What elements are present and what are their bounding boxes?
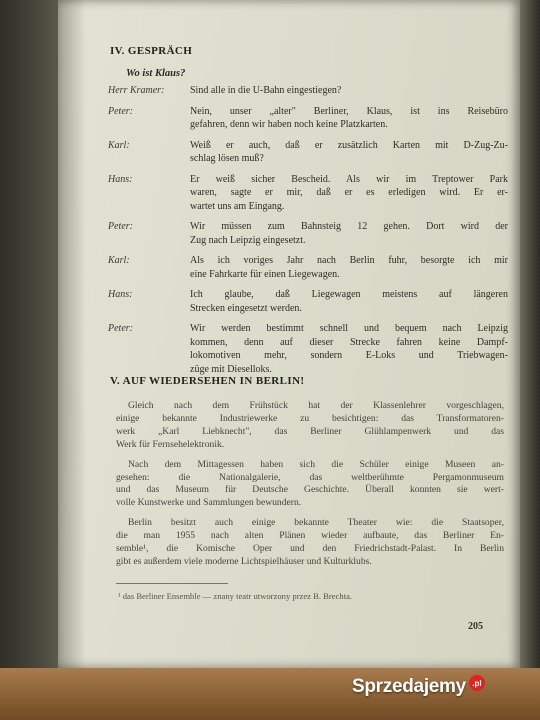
watermark-text: Sprzedajemy [352,676,466,697]
speaker-label: Karl: [108,255,130,266]
section-heading-wiedersehen: V. AUF WIEDERSEHEN IN BERLIN! [110,375,305,387]
speaker-label: Karl: [108,139,130,151]
dialogue-row [108,254,508,281]
text-line: volle Kunstwerke und Sammlungen bewundern. [116,497,302,509]
text-line: Werk für Fernsehelektronik. [116,438,225,450]
text-line: schlag lösen muß? [190,153,264,164]
dialogue-row [108,288,508,315]
text-line: Berlin besitzt auch einige bekannte Theater wie: die Staatsoper, [128,517,504,529]
speaker-label: Hans: [108,289,133,300]
text-line: Als ich voriges Jahr nach Berlin fuhr, besorgte ich mir [190,255,508,266]
text-line: wartet uns am Eingang. [190,200,285,212]
book-page [58,0,520,668]
dialogue-text [190,105,508,132]
text-line: die man 1955 nach alten Plänen wieder aufbaute, das Berliner En- [116,530,504,542]
dialogue-row [108,173,508,214]
dialogue-block [108,84,508,383]
dialogue-text [190,254,508,281]
section-heading-gespraech: IV. GESPRÄCH [110,45,193,57]
dialogue-row [108,220,508,247]
footnote-rule [116,583,228,584]
speaker-label: Peter: [108,105,133,117]
book-edge-left [0,0,60,720]
page-number: 205 [468,621,483,632]
dialogue-text [190,173,508,214]
text-line: Strecken eingesetzt werden. [190,302,302,314]
prose-block [116,400,504,576]
dialogue-title: Wo ist Klaus? [126,68,186,79]
text-line: eine Fahrkarte für einen Liegewagen. [190,268,340,280]
text-line: einige bekannte Industriewerke zu besichtigen: das Transformatoren- [116,412,504,424]
text-line: und das Museum für Deutsche Geschichte. Überall konnten sie wert- [116,484,504,496]
text-line: gesehen: die Nationalgalerie, das weltberühmte Pergamonmuseum [116,471,504,483]
dialogue-row [108,322,508,376]
text-line: waren, sagte er mir, daß er es erledigen wird. Er er- [190,187,508,198]
paragraph [116,459,504,511]
text-line: Gleich nach dem Frühstück hat der Klassenlehrer vorgeschlagen, [128,400,504,411]
speaker-label: Peter: [108,323,133,334]
text-line: Sind alle in die U-Bahn eingestiegen? [190,85,342,96]
footnote: ¹ das Berliner Ensemble — znany teatr utworzony przez B. Brechta. [118,591,353,601]
text-line: Wir werden bestimmt schnell und bequem nach Leipzig [190,323,508,334]
dialogue-text [190,139,508,166]
watermark-badge: .pl [469,675,485,691]
dialogue-text [190,322,508,376]
text-line: Er weiß sicher Bescheid. Als wir im Treptower Park [190,173,508,185]
dialogue-row [108,105,508,132]
text-line: gibt es außerdem viele moderne Lichtspielhäuser und Kulturklubs. [116,555,372,567]
paragraph [116,400,504,452]
text-line: Nach dem Mittagessen haben sich die Schüler einige Museen an- [128,458,504,470]
dialogue-text [190,288,508,315]
text-line: lokomotiven mehr, sondern E-Loks und Triebwagen- [190,350,508,361]
text-line: Ich glaube, daß Liegewagen meistens auf längeren [190,289,508,300]
dialogue-row [108,84,508,98]
dialogue-row [108,139,508,166]
speaker-label: Peter: [108,221,133,232]
dialogue-text [190,220,508,247]
watermark-logo [352,672,485,702]
text-line: werk „Karl Liebknecht", das Berliner Glühlampenwerk und das [116,425,504,437]
spine-shadow [58,0,86,668]
speaker-label: Hans: [108,173,133,185]
text-line: Weiß er auch, daß er zusätzlich Karten mit D-Zug-Zu- [190,139,508,151]
dialogue-text [190,84,508,98]
paragraph [116,517,504,569]
text-line: Nein, unser „alter" Berliner, Klaus, ist ins Reisebüro [190,105,508,117]
text-line: Wir müssen zum Bahnsteig 12 gehen. Dort wird der [190,221,508,232]
text-line: semble¹, die Komische Oper und den Friedrichstadt-Palast. In Berlin [116,543,504,555]
text-line: Zug nach Leipzig eingesetzt. [190,234,306,246]
text-line: züge mit Dieselloks. [190,363,272,375]
text-line: gefahren, denn wir haben noch keine Platzkarten. [190,119,388,130]
text-line: kommen, denn auf dieser Strecke fahren keine Dampf- [190,336,508,348]
speaker-label: Herr Kramer: [108,85,165,96]
